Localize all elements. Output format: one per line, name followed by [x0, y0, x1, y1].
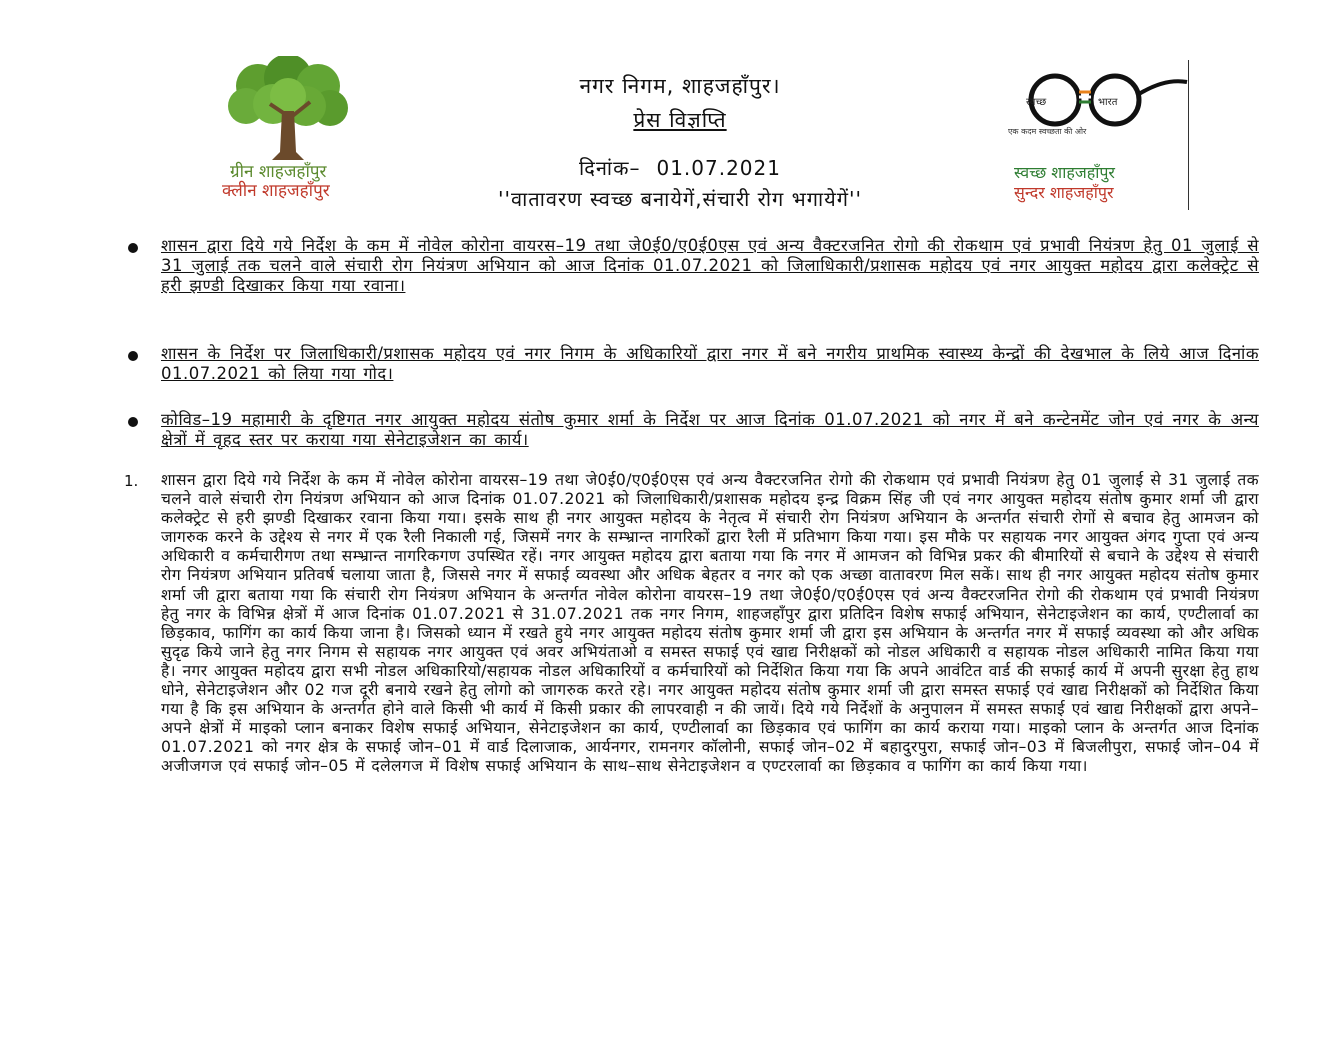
bullet-dot-icon [128, 243, 138, 253]
bullet-text: शासन द्वारा दिये गये निर्देश के कम में नोवेल कोरोना वायरस–19 तथा जे0ई0/ए0ई0एस एवं अन्य वैक्टरजनित रोगो की रोकथाम एवं प्रभावी नियंत्रण हेतु 01 जुलाई से 31 जुलाई तक चलने वाले संचारी रोग नियंत्रण अभियान को आज दिनांक 01.07.2021 को जिलाधिकारी/प्रशासक महोदय एवं नगर आयुक्त महोदय द्वारा कलेक्ट्रेट से हरी झण्डी दिखाकर किया गया रवाना। [161, 236, 1259, 295]
vertical-divider [1188, 60, 1189, 210]
bharat-word: भारत [1098, 97, 1118, 108]
bullet-dot-icon [128, 351, 138, 361]
slogan: ''वातावरण स्वच्छ बनायेगें,संचारी रोग भगायेगें'' [498, 187, 862, 211]
date-line [400, 154, 960, 181]
bullet-text: कोविड–19 महामारी के दृष्टिगत नगर आयुक्त महोदय संतोष कुमार शर्मा के निर्देश पर आज दिनांक 01.07.2021 को नगर में बने कन्टेनमेंट जोन एवं नगर के अन्य क्षेत्रों में वृहद स्तर पर कराया गया सेनेटाइजेशन का कार्य। [161, 410, 1259, 449]
logo-green-text: ग्रीन शाहजहाँपुर [230, 162, 327, 182]
date-label: दिनांक– [579, 156, 641, 180]
swachh-bharat-logo [1000, 60, 1190, 210]
bullet-item [128, 236, 1268, 296]
swachh-word: स्वच्छ [1026, 97, 1047, 108]
numbered-paragraph [124, 471, 1268, 777]
paragraph-text: शासन द्वारा दिये गये निर्देश के कम में नोवेल कोरोना वायरस–19 तथा जे0ई0/ए0ई0एस एवं अन्य वैक्टरजनित रोगो की रोकथाम एवं प्रभावी नियंत्रण हेतु 01 जुलाई से 31 जुलाई तक चलने वाले संचारी रोग नियंत्रण अभियान को आज दिनांक 01.07.2021 को जिलाधिकारी/प्रशासक महोदय इन्द्र विक्रम सिंह जी एवं नगर आयुक्त महोदय संतोष कुमार शर्मा जी द्वारा कलेक्ट्रेट से हरी झण्डी दिखाकर रवाना किया गया। इसके साथ ही नगर आयुक्त महोदय के नेतृत्व में संचारी रोग नियंत्रण अभियान के अन्तर्गत संचारी रोगों से बचाव हेतु आमजन को जागरुक करने के उद्देश्य से नगर में एक रैली निकाली गई, जिसमें नगर के सम्भ्रान्त नागरिकों द्वारा रैली में प्रतिभाग किया गया। इस मौके पर सहायक नगर आयुक्त अंगद गुप्ता एवं अन्य अधिकारी व कर्मचारीगण तथा सम्भ्रान्त नागरिकगण उपस्थित रहें। नगर आयुक्त महोदय द्वारा बताया गया कि नगर में आमजन को विभिन्न प्रकर की बीमारियों से बचाने के उद्देश्य से संचारी रोग नियंत्रण अभियान प्रतिवर्ष चलाया जाता है, जिससे नगर में सफाई व्यवस्था और अधिक बेहतर व नगर को एक अच्छा वातावरण मिल सकें। साथ ही नगर आयुक्त महोदय संतोष कुमार शर्मा जी द्वारा बताया गया कि संचारी रोग नियंत्रण अभियान के अन्तर्गत नोवेल कोरोना वायरस–19 तथा जे0ई0/ए0ई0एस एवं अन्य वैक्टरजनित रोगो की रोकथाम एवं प्रभावी नियंत्रण हेतु नगर के विभिन्न क्षेत्रों में आज दिनांक 01.07.2021 से 31.07.2021 तक नगर निगम, शाहजहाँपुर द्वारा प्रतिदिन विशेष सफाई अभियान, सेनेटाइजेशन का कार्य, एण्टीलार्वा का छिड़काव, फागिंग का कार्य किया जाना है। जिसको ध्यान में रखते हुये नगर आयुक्त महोदय संतोष कुमार शर्मा जी द्वारा इस अभियान के अन्तर्गत नगर में सफाई व्यवस्था को और अधिक सुदृढ किये जाने हेतु नगर निगम से सहायक नगर आयुक्त एवं अवर अभियंताओ व समस्त सफाई एवं खाद्य निरीक्षकों को नोडल अधिकारी व सहायक नोडल अधिकारी नामित किया गया है। नगर आयुक्त महोदय द्वारा सभी नोडल अधिकारियो/सहायक नोडल अधिकारियों व कर्मचारियों को निर्देशित किया गया कि अपने आवंटित वार्ड की सफाई कार्य में अपनी सुरक्षा हेतु हाथ धोने, सेनेटाइजेशन और 02 गज दूरी बनाये रखने हेतु लोगो को जागरुक करते रहे। नगर आयुक्त महोदय संतोष कुमार शर्मा जी द्वारा समस्त सफाई एवं खाद्य निरीक्षकों को निर्देशित किया गया है कि इस अभियान के अन्तर्गत होने वाले किसी भी कार्य में किसी प्रकार की लापरवाही न की जायें। दिये गये निर्देशों के अनुपालन में समस्त सफाई एवं खाद्य निरीक्षकों द्वारा अपने–अपने क्षेत्रों में माइको प्लान बनाकर विशेष सफाई अभियान, सेनेटाइजेशन का कार्य, एण्टीलार्वा का छिड़काव एवं फागिंग का कार्य कराया गया। माइको प्लान के अन्तर्गत आज दिनांक 01.07.2021 को नगर क्षेत्र के सफाई जोन–01 में वार्ड दिलाजाक, आर्यनगर, रामनगर कॉलोनी, सफाई जोन–02 में बहादुरपुरा, सफाई जोन–03 में बिजलीपुरा, सफाई जोन–04 में अजीजगज एवं सफाई जोन–05 में दलेलगज में विशेष सफाई अभियान के साथ–साथ सेनेटाइजेशन व एण्टरलार्वा का छिड़काव व फागिंग का कार्य किया गया। [161, 471, 1259, 776]
press-release-title: प्रेस विज्ञप्ति [633, 108, 727, 132]
date-value: 01.07.2021 [656, 156, 781, 180]
swachh-tagline: एक कदम स्वच्छता की ओर [1008, 127, 1087, 136]
tree-icon [218, 56, 358, 164]
bullet-text: शासन के निर्देश पर जिलाधिकारी/प्रशासक महोदय एवं नगर निगम के अधिकारियों द्वारा नगर में बने नगरीय प्राथमिक स्वास्थ्य केन्द्रों की देखभाल के लिये आज दिनांक 01.07.2021 को लिया गया गोद। [161, 344, 1259, 383]
logo-swachh-text: स्वच्छ शाहजहाँपुर [1014, 163, 1115, 182]
bullet-item [128, 410, 1268, 450]
org-title: नगर निगम, शाहजहाँपुर। [579, 74, 781, 98]
press-header [400, 72, 960, 212]
logo-clean-text: क्लीन शाहजहाँपुर [222, 181, 330, 201]
bullet-item [128, 344, 1268, 384]
bullet-dot-icon [128, 417, 138, 427]
paragraph-number: 1. [124, 472, 139, 490]
logo-sundar-text: सुन्दर शाहजहाँपुर [1014, 183, 1114, 202]
green-shahjahanpur-logo [218, 56, 358, 202]
